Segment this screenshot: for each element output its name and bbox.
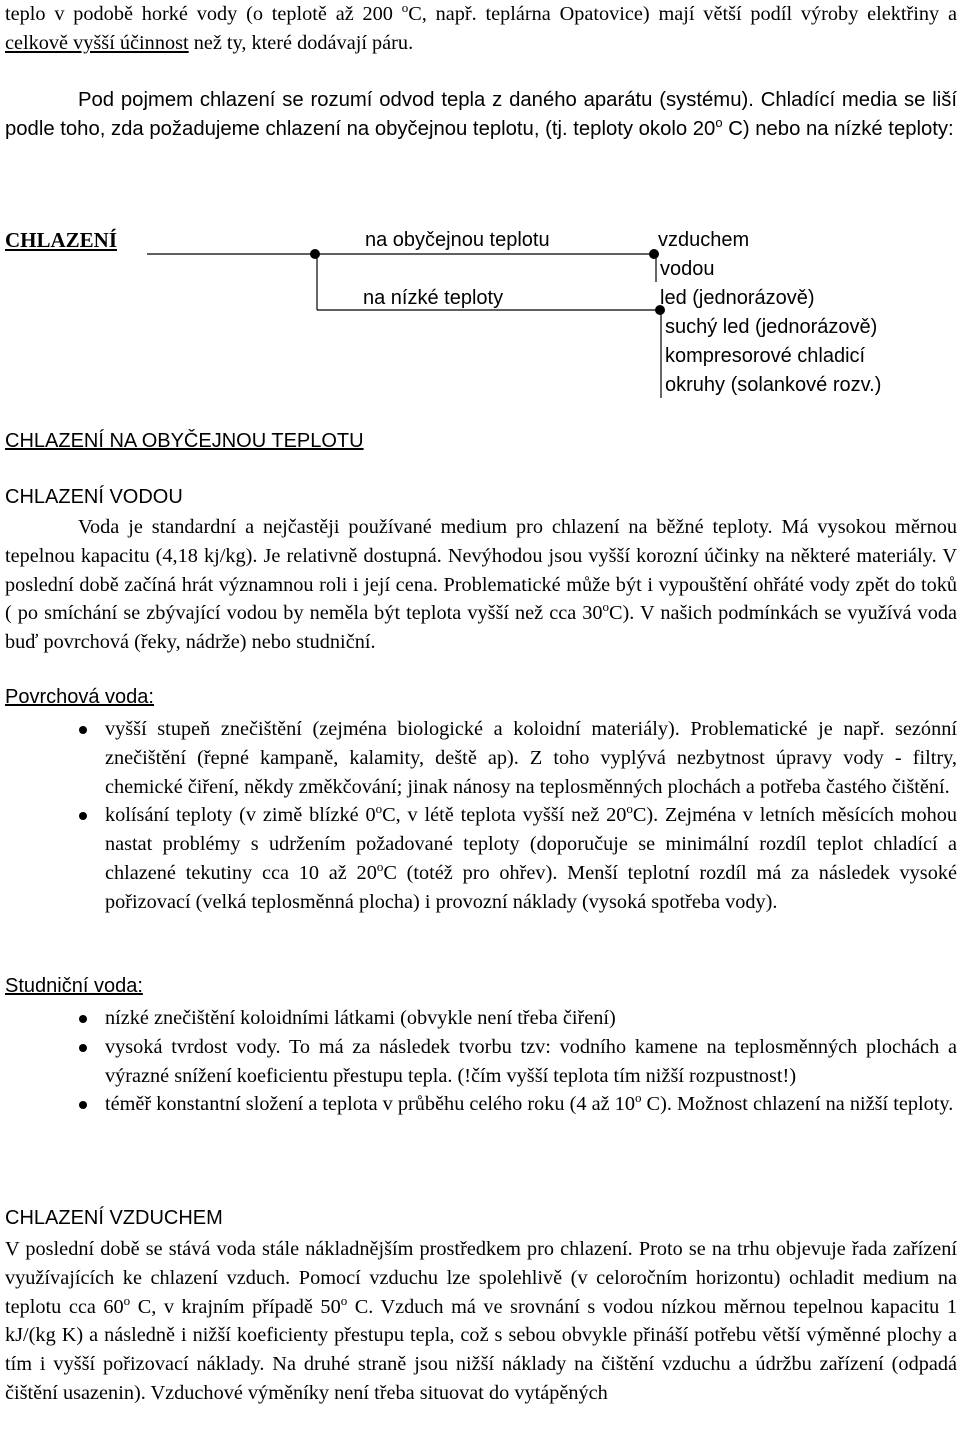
list-item: téměř konstantní složení a teplota v průběhu celého roku (4 až 10$^o$ C). Možnost chlazení na nižší teploty.: [5, 1090, 957, 1119]
root-node-dot: [310, 249, 320, 259]
well-water-label: Studniční voda:: [5, 975, 143, 997]
diagram-root-label: CHLAZENÍ: [5, 228, 118, 252]
item-brine-circuits: okruhy (solankové rozv.): [665, 374, 882, 396]
item-ice: led (jednorázově): [660, 287, 815, 309]
list-item: vyšší stupeň znečištění (zejména biologické a koloidní materiály). Problematické je např. sezónní znečištění (řepné kampaně, kalamity, deště ap). Z toho vyplývá nezbytnost úpravy vody - filtry, chemické čiření, někdy změkčování; jinak nánosy na teplosměnných plochách a potřeba častého čištění.: [5, 715, 957, 801]
air-paragraph: V poslední době se stává voda stále nákladnějším prostředkem pro chlazení. Proto se na trhu objevuje řada zařízení využívajících ke chlazení vzduch. Pomocí vzduchu lze spolehlivě (v celoročním horizontu) ochladit medium na teplotu cca 60$^o$ C, v krajním případě 50$^o$ C. Vzduch má ve srovnání s vodou nízkou měrnou tepelnou kapacitu 1 kJ/(kg K) a následně i nižší koeficienty přestupu tepla, což s sebou obvykle přináší potřebu větší výměnné plochy a tím i vyšší pořizovací náklady. Na druhé straně jsou nižší náklady na čištění vzduchu a údržbu zařízení (odpadá čištění usazenin). Vzduchové výměníky není třeba situovat do vytápěných: [5, 1238, 957, 1404]
item-dry-ice: suchý led (jednorázově): [665, 316, 878, 338]
item-air: vzduchem: [658, 229, 750, 251]
section-heading-water: CHLAZENÍ VODOU: [5, 486, 183, 508]
section-heading-air: CHLAZENÍ VZDUCHEM: [5, 1207, 223, 1229]
branch-low-temperature: na nízké teploty: [363, 287, 504, 309]
surface-water-list: [5, 715, 957, 917]
list-item: vysoká tvrdost vody. To má za následek tvorbu tzv: vodního kamene na teplosměnných plochách a výrazné snížení koeficientu přestupu tepla. (!čím vyšší teplota tím nižší rozpustnost!): [5, 1033, 957, 1091]
cooling-definition-paragraph: Pod pojmem chlazení se rozumí odvod tepla z daného aparátu (systému). Chladící media se liší podle toho, zda požadujeme chlazení na obyčejnou teplotu, (tj. teploty okolo 20$^o$ C) nebo na nízké teploty:: [5, 89, 957, 140]
efficiency-link[interactable]: celkově vyšší účinnost: [5, 31, 189, 54]
list-item: nízké znečištění koloidními látkami (obvykle není třeba čiření): [5, 1004, 957, 1033]
surface-water-label: Povrchová voda:: [5, 686, 154, 708]
water-paragraph: Voda je standardní a nejčastěji používané medium pro chlazení na běžné teploty. Má vysokou měrnou tepelnou kapacitu (4,18 kj/kg). Je relativně dostupná. Nevýhodou jsou vyšší korozní účinky na některé materiály. V poslední době začíná hrát významnou roli i její cena. Problematické může být i vypouštění ohřáté vody zpět do toků ( po smíchání se zbývající vodou by neměla být teplota vyšší než cca 30$^o$C). V našich podmínkách se využívá voda buď povrchová (řeky, nádrže) nebo studniční.: [5, 516, 957, 654]
item-compressor: kompresorové chladicí: [665, 345, 866, 367]
intro-paragraph: teplo v podobě horké vody (o teplotě až 200 $^o$C, např. teplárna Opatovice) mají větší podíl výroby elektřiny a celkově vyšší účinnost než ty, které dodávají páru.: [5, 0, 957, 54]
well-water-list: [5, 1004, 957, 1119]
item-water: vodou: [660, 258, 715, 280]
branch-normal-temperature: na obyčejnou teplotu: [365, 229, 550, 251]
list-item: kolísání teploty (v zimě blízké 0$^o$C, v létě teplota vyšší než 20$^o$C). Zejména v letních měsících mohou nastat problémy s udržením požadované teploty (doporučuje se minimální rozdíl teplot chladící a chlazené tekutiny cca 10 až 20$^o$C (totéž pro ohřev). Menší teplotní rozdíl má za následek vysoké pořizovací (velká teplosměnná plocha) i provozní náklady (vysoká spotřeba vody).: [5, 801, 957, 916]
section-heading-normal-temperature: CHLAZENÍ NA OBYČEJNOU TEPLOTU: [5, 430, 364, 452]
